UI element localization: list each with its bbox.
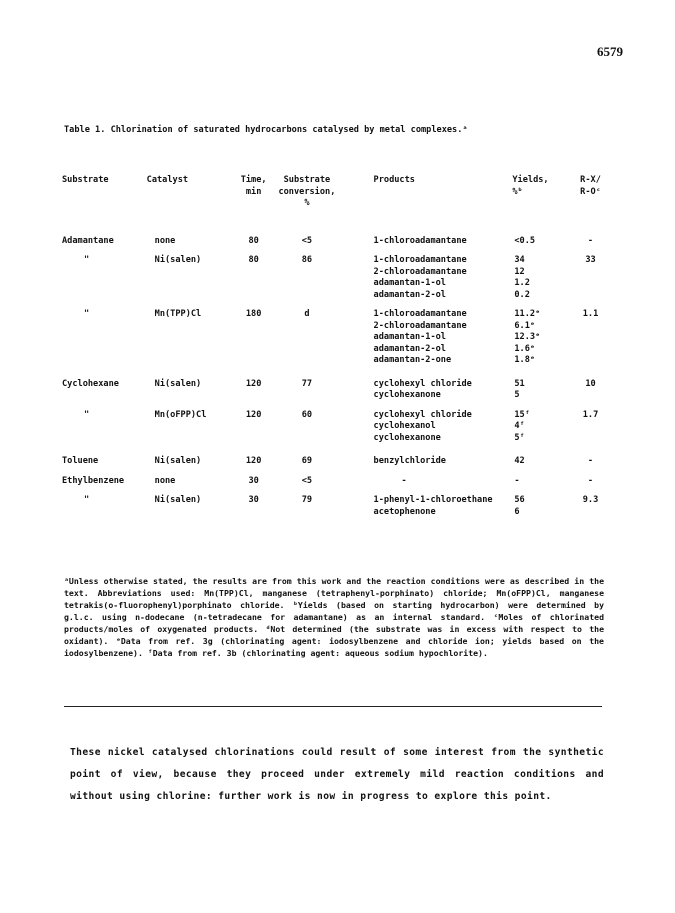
cell-yields-line: - (514, 475, 520, 486)
cell-substrate-line: " (84, 309, 90, 319)
cell-catalyst-line: none (154, 235, 176, 246)
cell-time-line: 120 (245, 409, 262, 420)
cell-products (342, 444, 513, 468)
cell-time (235, 444, 272, 468)
cell-yields-line: 11.2ᵉ (514, 309, 541, 319)
cell-catalyst (147, 301, 235, 367)
cell-yields-line: 5ᶠ (514, 432, 525, 443)
cell-products-line: benzylchloride (373, 456, 446, 466)
results-table (62, 175, 610, 518)
cell-yields (512, 247, 571, 301)
cell-products-line: 1-chloroadamantane (373, 255, 467, 265)
cell-substrate (62, 444, 147, 468)
cell-rx-ro (571, 236, 610, 248)
cell-rx-ro-line: - (587, 456, 594, 466)
cell-substrate-line: " (84, 255, 90, 265)
cell-catalyst (147, 487, 235, 518)
cell-substrate-line: Cyclohexane (62, 378, 119, 389)
cell-conversion (272, 444, 341, 468)
cell-catalyst-line: Ni(salen) (154, 378, 202, 389)
cell-products-line: 1-chloroadamantane (373, 309, 467, 319)
cell-time (235, 402, 272, 445)
cell-catalyst-line: Ni(salen) (154, 495, 202, 505)
cell-products (342, 402, 513, 445)
cell-time (235, 301, 272, 367)
cell-yields-line: 1.8ᵉ (514, 355, 536, 365)
cell-products-line: acetophenone (373, 506, 436, 517)
cell-rx-ro-line: - (587, 235, 594, 246)
page-number: 6579 (597, 44, 623, 59)
cell-substrate (62, 236, 147, 248)
cell-yields-line: 1.2 (514, 278, 530, 288)
cell-substrate-line: " (84, 495, 90, 505)
cell-products-line: 2-chloroadamantane (373, 320, 467, 331)
cell-products (342, 468, 513, 488)
cell-substrate-line: Adamantane (62, 235, 114, 246)
cell-yields-line: 51 (514, 378, 525, 389)
cell-products (342, 247, 513, 301)
cell-conversion (272, 487, 341, 518)
cell-products-line: cyclohexyl chloride (373, 378, 472, 389)
cell-substrate-line: Toluene (62, 456, 99, 466)
cell-yields (512, 402, 571, 445)
cell-catalyst (147, 247, 235, 301)
cell-conversion-line: 77 (301, 378, 313, 389)
header-rx-ro: R-X/ R-Oᶜ (580, 175, 601, 197)
table-row (62, 487, 610, 518)
cell-yields-line: 34 (514, 255, 525, 265)
cell-substrate (62, 367, 147, 402)
cell-substrate (62, 247, 147, 301)
cell-products (342, 236, 513, 248)
cell-products-line: cyclohexyl chloride (373, 409, 472, 420)
header-catalyst: Catalyst (146, 175, 189, 185)
cell-time-line: 80 (248, 235, 259, 246)
cell-conversion (272, 367, 341, 402)
cell-catalyst (147, 444, 235, 468)
table-footnotes: ᵃUnless otherwise stated, the results are from this work and the reaction conditions were as described in the text. Abbreviations used: Mn(TPP)Cl, manganese (tetraphenyl-porphinato) chloride; Mn(oFPP)Cl, manganese tetrakis(o-fluorophenyl)porphinato chloride. ᵇYields (based on starting hydrocarbon) were determined by g.l.c. using n-dodecane (n-tetradecane for adamantane) as an internal standard. ᶜMoles of chlorinated products/moles of oxygenated products. ᵈNot determined (the substrate was in excess with respect to the oxidant). ᵉData from ref. 3g (chlorinating agent: iodosylbenzene and chloride ion; yields based on the iodosylbenzene). ᶠData from ref. 3b (chlorinating agent: aqueous sodium hypochlorite). (64, 576, 604, 658)
header-yields: Yields, %ᵇ (512, 175, 549, 197)
cell-yields-line: 42 (514, 456, 525, 466)
cell-yields-line: 12.3ᵉ (514, 332, 541, 342)
cell-time (235, 236, 272, 248)
cell-products-line: cyclohexanol (373, 421, 436, 431)
cell-products-line: - (401, 475, 407, 486)
cell-conversion (272, 301, 341, 367)
cell-catalyst (147, 402, 235, 445)
cell-yields-line: 0.2 (514, 289, 530, 300)
cell-catalyst-line: Mn(TPP)Cl (154, 309, 202, 319)
cell-products (342, 367, 513, 402)
cell-conversion-line: 69 (301, 456, 313, 466)
cell-products-line: adamantan-1-ol (373, 278, 446, 288)
cell-rx-ro-line: - (587, 475, 594, 486)
cell-time-line: 120 (245, 456, 262, 466)
cell-conversion-line: 86 (301, 255, 313, 265)
table-row (62, 402, 610, 445)
cell-catalyst-line: Ni(salen) (154, 255, 202, 265)
cell-time-line: 180 (245, 309, 262, 319)
header-substrate: Substrate (62, 175, 109, 185)
cell-products-line: 2-chloroadamantane (373, 266, 467, 277)
cell-time (235, 468, 272, 488)
table-row (62, 301, 610, 367)
cell-conversion (272, 402, 341, 445)
cell-time-line: 120 (245, 378, 262, 389)
cell-substrate-line: " (84, 409, 90, 420)
cell-yields-line: 12 (514, 266, 525, 277)
cell-yields (512, 468, 571, 488)
cell-yields (512, 444, 571, 468)
cell-rx-ro-line: 33 (585, 255, 596, 265)
cell-catalyst-line: Ni(salen) (154, 456, 202, 466)
header-time: Time, min (240, 175, 267, 197)
cell-time (235, 247, 272, 301)
cell-yields-line: 6.1ᵉ (514, 320, 536, 331)
table-row (62, 468, 610, 488)
cell-time (235, 487, 272, 518)
cell-conversion-line: 79 (301, 495, 313, 505)
cell-rx-ro-line: 10 (585, 378, 596, 389)
cell-products-line: adamantan-2-ol (373, 289, 446, 300)
cell-catalyst (147, 468, 235, 488)
cell-products-line: 1-chloroadamantane (373, 235, 467, 246)
body-paragraph: These nickel catalysed chlorinations could result of some interest from the synthetic point of view, because they proceed under extremely mild reaction conditions and without using chlorine: further work is now in progress to explore this point. (70, 747, 604, 802)
cell-rx-ro (571, 301, 610, 367)
cell-yields-line: 56 (514, 495, 525, 505)
table-caption: Table 1. Chlorination of saturated hydrocarbons catalysed by metal complexes.ᵃ (64, 125, 468, 135)
cell-yields-line: 4ᶠ (514, 421, 525, 431)
cell-rx-ro (571, 444, 610, 468)
table-header-row (62, 175, 610, 236)
cell-conversion (272, 468, 341, 488)
cell-products-line: 1-phenyl-1-chloroethane (373, 495, 493, 505)
cell-substrate-line: Ethylbenzene (62, 475, 125, 486)
cell-products (342, 487, 513, 518)
cell-conversion-line: <5 (301, 475, 313, 486)
header-conversion: Substrate conversion, % (278, 175, 336, 208)
table-row (62, 367, 610, 402)
cell-rx-ro-line: 1.7 (582, 409, 599, 420)
cell-yields-line: 5 (514, 390, 520, 400)
cell-rx-ro (571, 367, 610, 402)
cell-catalyst-line: none (154, 475, 176, 486)
cell-conversion (272, 236, 341, 248)
cell-conversion-line: d (304, 309, 310, 319)
table-row (62, 236, 610, 248)
cell-products-line: adamantan-1-ol (373, 332, 446, 342)
cell-products (342, 301, 513, 367)
cell-yields-line: 15ᶠ (514, 409, 530, 420)
cell-time-line: 80 (248, 255, 259, 265)
cell-catalyst (147, 236, 235, 248)
cell-conversion-line: <5 (301, 235, 313, 246)
cell-yields (512, 301, 571, 367)
header-products: Products (373, 175, 415, 185)
horizontal-rule (64, 706, 602, 707)
cell-rx-ro (571, 402, 610, 445)
cell-yields-line: <0.5 (514, 235, 536, 246)
cell-substrate (62, 402, 147, 445)
cell-rx-ro (571, 487, 610, 518)
cell-time (235, 367, 272, 402)
cell-catalyst-line: Mn(oFPP)Cl (154, 409, 207, 420)
cell-rx-ro-line: 9.3 (582, 495, 599, 505)
cell-substrate (62, 487, 147, 518)
cell-substrate (62, 301, 147, 367)
cell-yields-line: 6 (514, 506, 520, 517)
cell-catalyst (147, 367, 235, 402)
cell-time-line: 30 (248, 495, 259, 505)
cell-time-line: 30 (248, 475, 259, 486)
cell-conversion-line: 60 (301, 409, 313, 420)
cell-conversion (272, 247, 341, 301)
cell-products-line: cyclohexanone (373, 432, 441, 443)
cell-yields (512, 367, 571, 402)
table-row (62, 444, 610, 468)
cell-rx-ro (571, 247, 610, 301)
cell-products-line: adamantan-2-ol (373, 343, 446, 354)
cell-rx-ro (571, 468, 610, 488)
cell-products-line: adamantan-2-one (373, 355, 452, 365)
cell-yields (512, 487, 571, 518)
cell-substrate (62, 468, 147, 488)
table-body (62, 236, 610, 519)
table-row (62, 247, 610, 301)
cell-products-line: cyclohexanone (373, 390, 441, 400)
cell-yields (512, 236, 571, 248)
cell-rx-ro-line: 1.1 (582, 309, 599, 319)
cell-yields-line: 1.6ᵉ (514, 343, 536, 354)
